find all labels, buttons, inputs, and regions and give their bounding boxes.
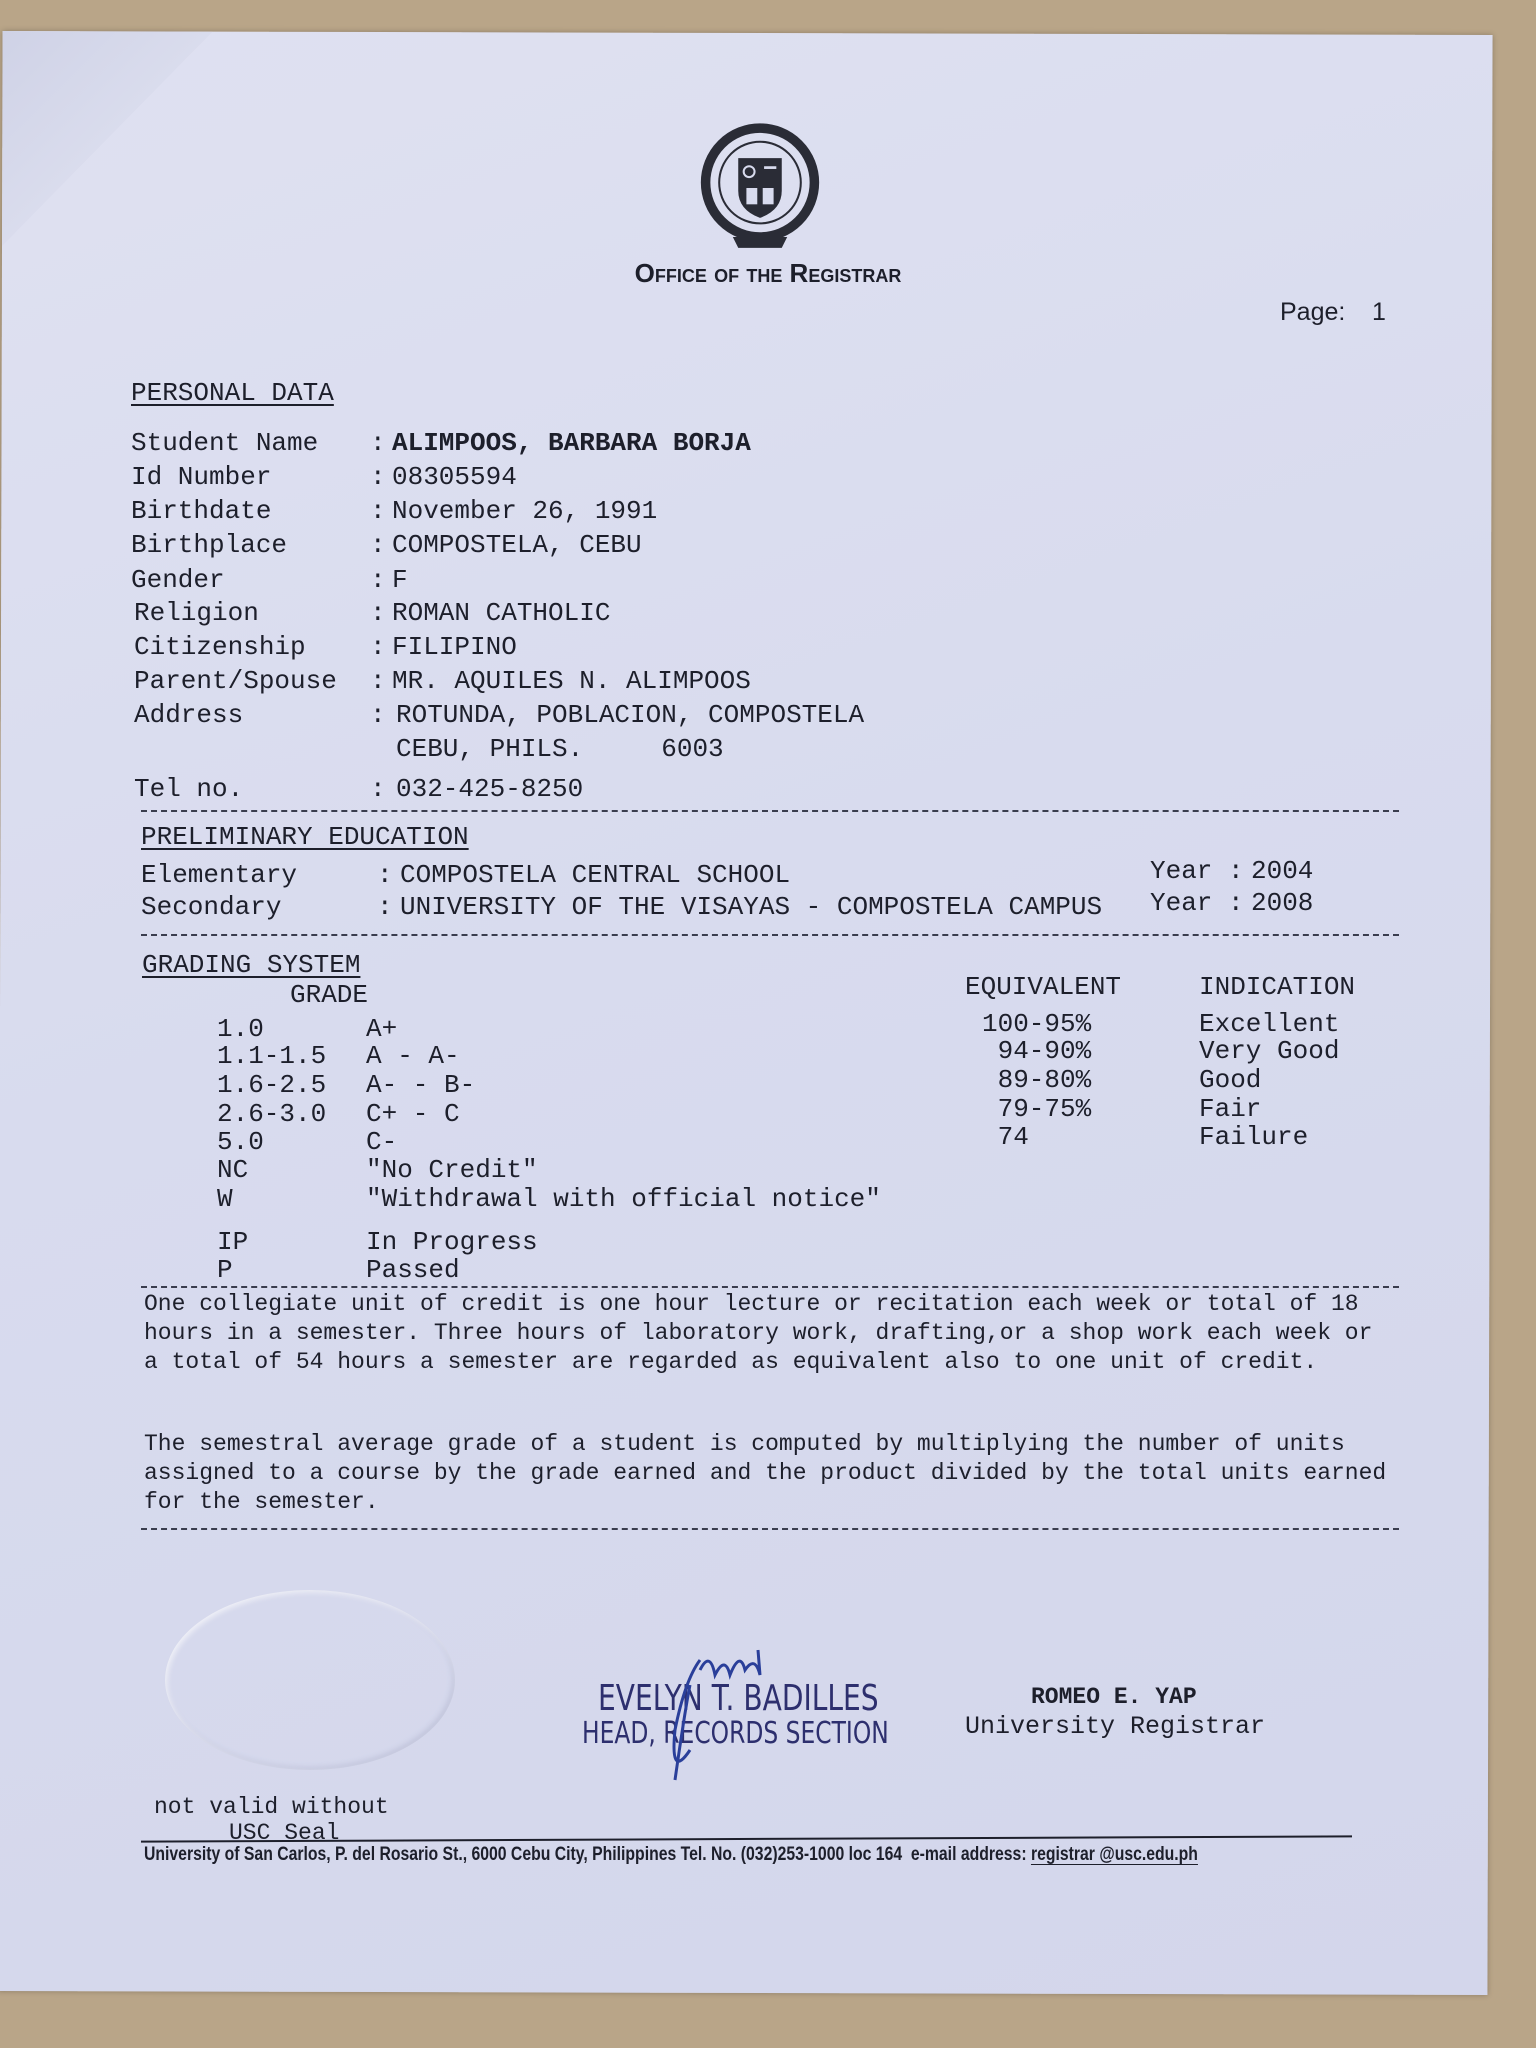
year-value: 2008 xyxy=(1251,888,1314,918)
grade-value: 1.0 xyxy=(217,1014,264,1044)
field-label: Student Name xyxy=(131,428,319,458)
grade-description: In Progress xyxy=(366,1227,538,1257)
grade-description: "Withdrawal with official notice" xyxy=(366,1184,881,1214)
field-colon: : xyxy=(370,632,386,662)
folded-corner xyxy=(2,31,213,247)
grade-column-header: GRADE xyxy=(290,980,369,1010)
field-colon: : xyxy=(370,565,386,595)
school-name: COMPOSTELA CENTRAL SCHOOL xyxy=(400,860,791,890)
personal-data-heading: PERSONAL DATA xyxy=(131,378,334,408)
field-value: ROTUNDA, POBLACION, COMPOSTELA xyxy=(396,700,865,730)
indication-column-header: INDICATION xyxy=(1199,972,1356,1002)
field-colon: : xyxy=(370,428,386,458)
grade-equivalent: 94-90% xyxy=(982,1036,1092,1066)
page-label: Page: xyxy=(1280,298,1346,326)
field-colon: : xyxy=(377,892,393,922)
field-value: MR. AQUILES N. ALIMPOOS xyxy=(392,666,751,696)
grade-indication: Good xyxy=(1199,1065,1262,1095)
field-value: November 26, 1991 xyxy=(392,496,658,526)
field-colon: : xyxy=(377,860,393,890)
records-head-name: EVELYN T. BADILLES xyxy=(598,1678,879,1719)
page-number: 1 xyxy=(1372,298,1386,326)
equivalent-column-header: EQUIVALENT xyxy=(965,972,1122,1002)
school-name: UNIVERSITY OF THE VISAYAS - COMPOSTELA CAMPUS xyxy=(400,892,1103,922)
grading-system-heading: GRADING SYSTEM xyxy=(142,950,361,980)
field-colon: : xyxy=(370,774,386,804)
year-label: Year : xyxy=(1150,888,1244,918)
field-colon: : xyxy=(370,700,386,730)
credit-unit-note: One collegiate unit of credit is one hour lecture or recitation each week or total of 18 hours in a semester. Three hours of laboratory work, drafting,or a shop work each week or a total of 54 hours a semester are regarded as equivalent also to one unit of credit. xyxy=(144,1291,1373,1375)
grade-description: A - A- xyxy=(366,1041,460,1071)
field-label: Religion xyxy=(134,598,259,628)
field-value: F xyxy=(392,565,408,595)
grade-indication: Very Good xyxy=(1199,1036,1340,1066)
grade-equivalent: 79-75% xyxy=(982,1094,1092,1124)
footer-address xyxy=(144,1844,1198,1866)
embossed-seal xyxy=(165,1590,455,1770)
preliminary-education-heading: PRELIMINARY EDUCATION xyxy=(141,822,469,852)
grade-value: 1.1-1.5 xyxy=(217,1041,327,1071)
field-colon: : xyxy=(370,530,386,560)
grade-value: NC xyxy=(217,1155,249,1185)
field-value: ALIMPOOS, BARBARA BORJA xyxy=(392,428,751,458)
field-label: Birthdate xyxy=(131,496,272,526)
year-label: Year : xyxy=(1150,856,1244,886)
signature xyxy=(630,1630,800,1790)
grade-description: C- xyxy=(366,1127,398,1157)
grade-indication: Fair xyxy=(1199,1094,1262,1124)
grade-value: 1.6-2.5 xyxy=(217,1070,327,1100)
footer-address-text: University of San Carlos, P. del Rosario St., 6000 Cebu City, Philippines Tel. No. (032)253-1000 loc 164 e-mail address: xyxy=(144,1844,1031,1865)
field-colon: : xyxy=(370,598,386,628)
grade-description: A- - B- xyxy=(366,1070,476,1100)
grade-indication: Excellent xyxy=(1199,1009,1340,1039)
field-label: Parent/Spouse xyxy=(134,666,337,696)
education-level: Secondary xyxy=(141,892,282,922)
field-label: Id Number xyxy=(131,462,272,492)
grade-description: C+ - C xyxy=(366,1099,460,1129)
registrar-name: ROMEO E. YAP xyxy=(1031,1684,1197,1710)
field-label: Gender xyxy=(131,565,225,595)
grade-value: 5.0 xyxy=(217,1127,264,1157)
average-grade-note: The semestral average grade of a student is computed by multiplying the number of units assigned to a course by the grade earned and the product divided by the total units earned for the semester. xyxy=(144,1431,1387,1515)
field-value: COMPOSTELA, CEBU xyxy=(392,530,642,560)
field-label: Birthplace xyxy=(131,530,288,560)
year-value: 2004 xyxy=(1251,856,1314,886)
grade-description: Passed xyxy=(366,1255,460,1285)
grade-description: "No Credit" xyxy=(366,1155,538,1185)
grade-description: A+ xyxy=(366,1014,398,1044)
grade-value: W xyxy=(217,1184,233,1214)
records-head-title: HEAD, RECORDS SECTION xyxy=(582,1716,889,1751)
registrar-title: University Registrar xyxy=(965,1712,1266,1741)
divider xyxy=(141,1286,1399,1288)
seal-notice-line1: not valid without xyxy=(154,1794,389,1820)
field-label: Tel no. xyxy=(134,774,244,804)
grade-indication: Failure xyxy=(1199,1122,1309,1152)
divider xyxy=(141,810,1399,812)
field-value: 032-425-8250 xyxy=(396,774,584,804)
field-value: ROMAN CATHOLIC xyxy=(392,598,611,628)
grade-value: 2.6-3.0 xyxy=(217,1099,327,1129)
seal-notice-line2: USC Seal xyxy=(229,1820,340,1846)
field-value: FILIPINO xyxy=(392,632,517,662)
grade-equivalent: 74 xyxy=(982,1122,1029,1152)
grade-equivalent: 100-95% xyxy=(982,1009,1092,1039)
field-colon: : xyxy=(370,462,386,492)
university-seal-logo xyxy=(692,120,828,256)
field-colon: : xyxy=(370,496,386,526)
field-value: CEBU, PHILS. 6003 xyxy=(396,734,724,764)
field-label: Citizenship xyxy=(134,632,306,662)
field-label: Address xyxy=(134,700,244,730)
grade-value: P xyxy=(217,1255,233,1285)
footer-email-link[interactable]: registrar @usc.edu.ph xyxy=(1030,1844,1198,1865)
education-level: Elementary xyxy=(141,860,298,890)
divider xyxy=(141,1528,1399,1530)
field-value: 08305594 xyxy=(392,462,517,492)
office-title: Office of the Registrar xyxy=(634,258,902,288)
field-colon: : xyxy=(370,666,386,696)
grade-equivalent: 89-80% xyxy=(982,1065,1092,1095)
grade-value: IP xyxy=(217,1227,249,1257)
divider xyxy=(141,934,1399,936)
